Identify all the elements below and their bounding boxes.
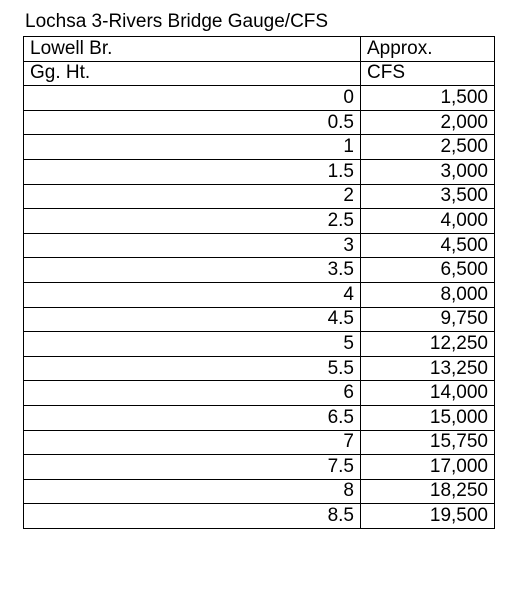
table-row	[24, 282, 495, 307]
table-row	[24, 479, 495, 504]
header-row	[24, 61, 495, 86]
table-row	[24, 504, 495, 529]
header-row	[24, 37, 495, 62]
cfs-cell: 4,500	[361, 233, 495, 258]
table-row	[24, 86, 495, 111]
gauge-height-cell: 3	[24, 233, 361, 258]
cfs-cell: 1,500	[361, 86, 495, 111]
gauge-height-cell: 8.5	[24, 504, 361, 529]
gauge-height-cell: 5.5	[24, 356, 361, 381]
header-cfs-sublabel: CFS	[361, 61, 495, 86]
table-row	[24, 455, 495, 480]
cfs-cell: 2,500	[361, 135, 495, 160]
gauge-height-cell: 4.5	[24, 307, 361, 332]
gauge-height-cell: 0.5	[24, 110, 361, 135]
cfs-cell: 19,500	[361, 504, 495, 529]
gauge-height-cell: 8	[24, 479, 361, 504]
gauge-height-cell: 6.5	[24, 405, 361, 430]
table-row	[24, 258, 495, 283]
gauge-height-cell: 4	[24, 282, 361, 307]
cfs-cell: 6,500	[361, 258, 495, 283]
table-row	[24, 405, 495, 430]
table-row	[24, 356, 495, 381]
table-row	[24, 233, 495, 258]
table-row	[24, 430, 495, 455]
gauge-height-cell: 7	[24, 430, 361, 455]
table-row	[24, 332, 495, 357]
gauge-height-cell: 2.5	[24, 209, 361, 234]
gauge-height-cell: 1.5	[24, 159, 361, 184]
cfs-cell: 14,000	[361, 381, 495, 406]
gauge-height-cell: 2	[24, 184, 361, 209]
gauge-height-cell: 1	[24, 135, 361, 160]
cfs-cell: 15,000	[361, 405, 495, 430]
table-row	[24, 184, 495, 209]
gauge-height-cell: 7.5	[24, 455, 361, 480]
gauge-height-cell: 6	[24, 381, 361, 406]
cfs-cell: 3,000	[361, 159, 495, 184]
gauge-height-cell: 0	[24, 86, 361, 111]
cfs-cell: 13,250	[361, 356, 495, 381]
header-cfs-label: Approx.	[361, 37, 495, 62]
cfs-cell: 8,000	[361, 282, 495, 307]
table-row	[24, 381, 495, 406]
cfs-cell: 12,250	[361, 332, 495, 357]
gauge-height-cell: 5	[24, 332, 361, 357]
table-row	[24, 159, 495, 184]
cfs-cell: 9,750	[361, 307, 495, 332]
cfs-cell: 17,000	[361, 455, 495, 480]
table-row	[24, 110, 495, 135]
header-gauge-sublabel: Gg. Ht.	[24, 61, 361, 86]
cfs-cell: 15,750	[361, 430, 495, 455]
cfs-cell: 2,000	[361, 110, 495, 135]
table-row	[24, 209, 495, 234]
cfs-cell: 4,000	[361, 209, 495, 234]
table-row	[24, 307, 495, 332]
cfs-cell: 18,250	[361, 479, 495, 504]
table-title: Lochsa 3-Rivers Bridge Gauge/CFS	[25, 11, 329, 32]
header-gauge-label: Lowell Br.	[24, 37, 361, 62]
table-row	[24, 135, 495, 160]
gauge-height-cell: 3.5	[24, 258, 361, 283]
gauge-cfs-table	[23, 36, 495, 529]
cfs-cell: 3,500	[361, 184, 495, 209]
